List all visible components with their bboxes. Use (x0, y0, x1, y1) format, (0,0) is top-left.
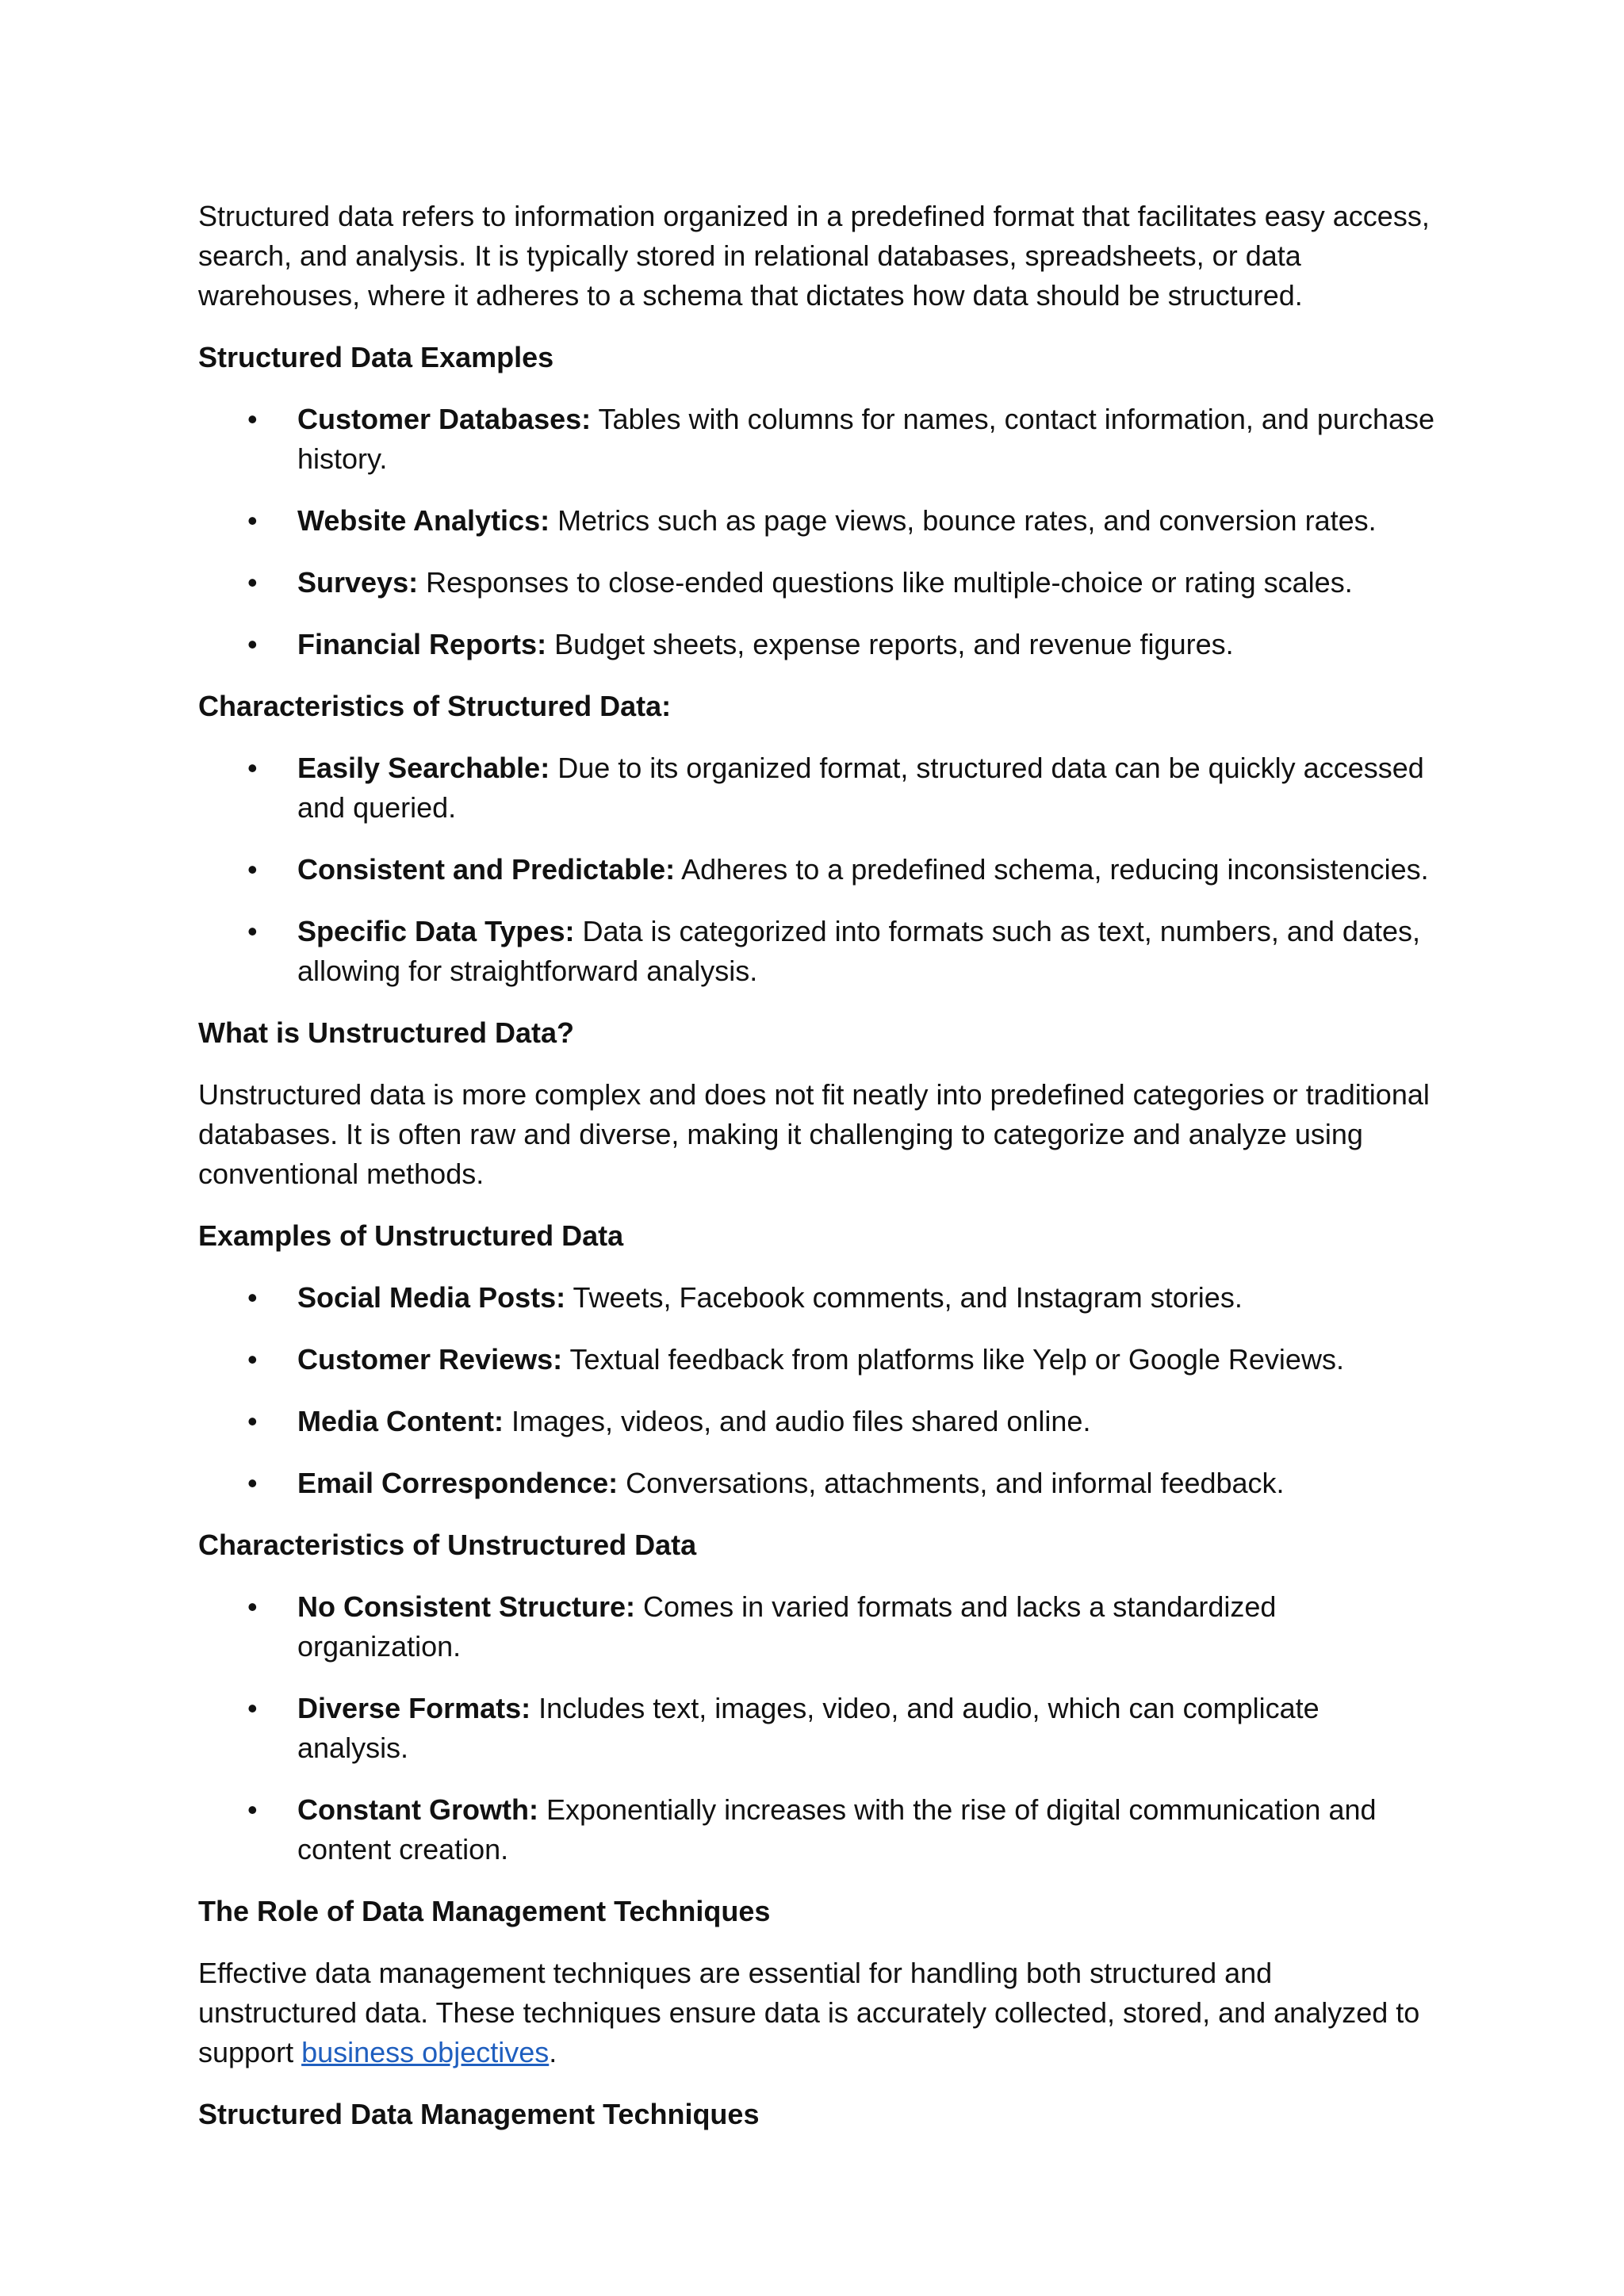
unstructured-characteristics-heading: Characteristics of Unstructured Data (198, 1529, 697, 1561)
list-item-term: Constant Growth: (297, 1793, 538, 1826)
list-item-text: Textual feedback from platforms like Yelp or Google Reviews. (562, 1343, 1344, 1376)
role-paragraph-text: Effective data management techniques are essential for handling both structured and unstructured data. These techniques ensure data is accurately collected, stored, and analyzed to support (198, 1957, 1420, 2068)
list-item-text: Metrics such as page views, bounce rates, and conversion rates. (550, 504, 1377, 537)
list-item-term: Specific Data Types: (297, 915, 575, 947)
bullet-icon: • (247, 1405, 258, 1437)
bullet-icon: • (247, 915, 258, 947)
list-item-term: Email Correspondence: (297, 1467, 619, 1499)
list-item (198, 1689, 1435, 1768)
unstructured-characteristics-list (198, 1587, 1435, 1869)
list-item-text: Responses to close-ended questions like multiple-choice or rating scales. (418, 566, 1353, 599)
bullet-icon: • (247, 566, 258, 599)
list-item (198, 1464, 1435, 1503)
list-item-text: Includes text, images, video, and audio, which can complicate analysis. (297, 1692, 1320, 1764)
list-item-term: Website Analytics: (297, 504, 550, 537)
unstructured-intro-paragraph: Unstructured data is more complex and does not fit neatly into predefined categories or traditional databases. It is often raw and diverse, making it challenging to categorize and analyze using conventional methods. (198, 1078, 1430, 1190)
list-item-text: Comes in varied formats and lacks a standardized organization. (297, 1590, 1277, 1663)
list-item-term: No Consistent Structure: (297, 1590, 636, 1623)
list-item-term: Media Content: (297, 1405, 504, 1437)
list-item-text: Conversations, attachments, and informal feedback. (618, 1467, 1285, 1499)
bullet-icon: • (247, 1343, 258, 1376)
structured-characteristics-heading: Characteristics of Structured Data: (198, 690, 672, 722)
list-item-term: Social Media Posts: (297, 1281, 566, 1314)
bullet-icon: • (247, 1692, 258, 1724)
list-item (198, 912, 1435, 991)
list-item (198, 400, 1435, 479)
list-item (198, 748, 1435, 828)
structured-characteristics-list (198, 748, 1435, 991)
bullet-icon: • (247, 403, 258, 435)
list-item-term: Diverse Formats: (297, 1692, 531, 1724)
structured-management-heading: Structured Data Management Techniques (198, 2098, 760, 2130)
bullet-icon: • (247, 628, 258, 660)
list-item (198, 1402, 1435, 1441)
list-item-term: Customer Databases: (297, 403, 592, 435)
bullet-icon: • (247, 752, 258, 784)
bullet-icon: • (247, 1793, 258, 1826)
role-paragraph (198, 1954, 1435, 2072)
intro-paragraph: Structured data refers to information organized in a predefined format that facilitates easy access, search, and analysis. It is typically stored in relational databases, spreadsheets, or data warehouses, where it adheres to a schema that dictates how data should be structured. (198, 200, 1430, 312)
list-item-term: Surveys: (297, 566, 419, 599)
list-item (198, 1587, 1435, 1667)
list-item-term: Easily Searchable: (297, 752, 550, 784)
list-item (198, 501, 1435, 541)
bullet-icon: • (247, 1281, 258, 1314)
role-heading: The Role of Data Management Techniques (198, 1895, 771, 1927)
list-item (198, 1790, 1435, 1869)
business-objectives-link[interactable]: business objectives (301, 2036, 550, 2068)
bullet-icon: • (247, 1590, 258, 1623)
list-item-text: Exponentially increases with the rise of digital communication and content creation. (297, 1793, 1377, 1866)
structured-examples-heading: Structured Data Examples (198, 341, 554, 373)
bullet-icon: • (247, 1467, 258, 1499)
list-item-text: Budget sheets, expense reports, and revenue figures. (546, 628, 1234, 660)
role-paragraph-end: . (549, 2036, 557, 2068)
list-item (198, 563, 1435, 603)
unstructured-intro-heading: What is Unstructured Data? (198, 1016, 575, 1049)
list-item (198, 850, 1435, 890)
list-item-text: Data is categorized into formats such as text, numbers, and dates, allowing for straightforward analysis. (297, 915, 1420, 987)
list-item (198, 1340, 1435, 1380)
structured-examples-list (198, 400, 1435, 664)
list-item-term: Consistent and Predictable: (297, 853, 676, 886)
unstructured-examples-list (198, 1278, 1435, 1503)
list-item-term: Financial Reports: (297, 628, 547, 660)
unstructured-examples-heading: Examples of Unstructured Data (198, 1219, 624, 1252)
list-item-text: Tables with columns for names, contact information, and purchase history. (297, 403, 1435, 475)
document-page (198, 197, 1435, 2156)
list-item-text: Images, videos, and audio files shared online. (503, 1405, 1091, 1437)
list-item-term: Customer Reviews: (297, 1343, 563, 1376)
bullet-icon: • (247, 853, 258, 886)
list-item-text: Due to its organized format, structured data can be quickly accessed and queried. (297, 752, 1424, 824)
list-item (198, 625, 1435, 664)
bullet-icon: • (247, 504, 258, 537)
list-item-text: Tweets, Facebook comments, and Instagram stories. (565, 1281, 1243, 1314)
list-item-text: Adheres to a predefined schema, reducing inconsistencies. (675, 853, 1429, 886)
list-item (198, 1278, 1435, 1318)
